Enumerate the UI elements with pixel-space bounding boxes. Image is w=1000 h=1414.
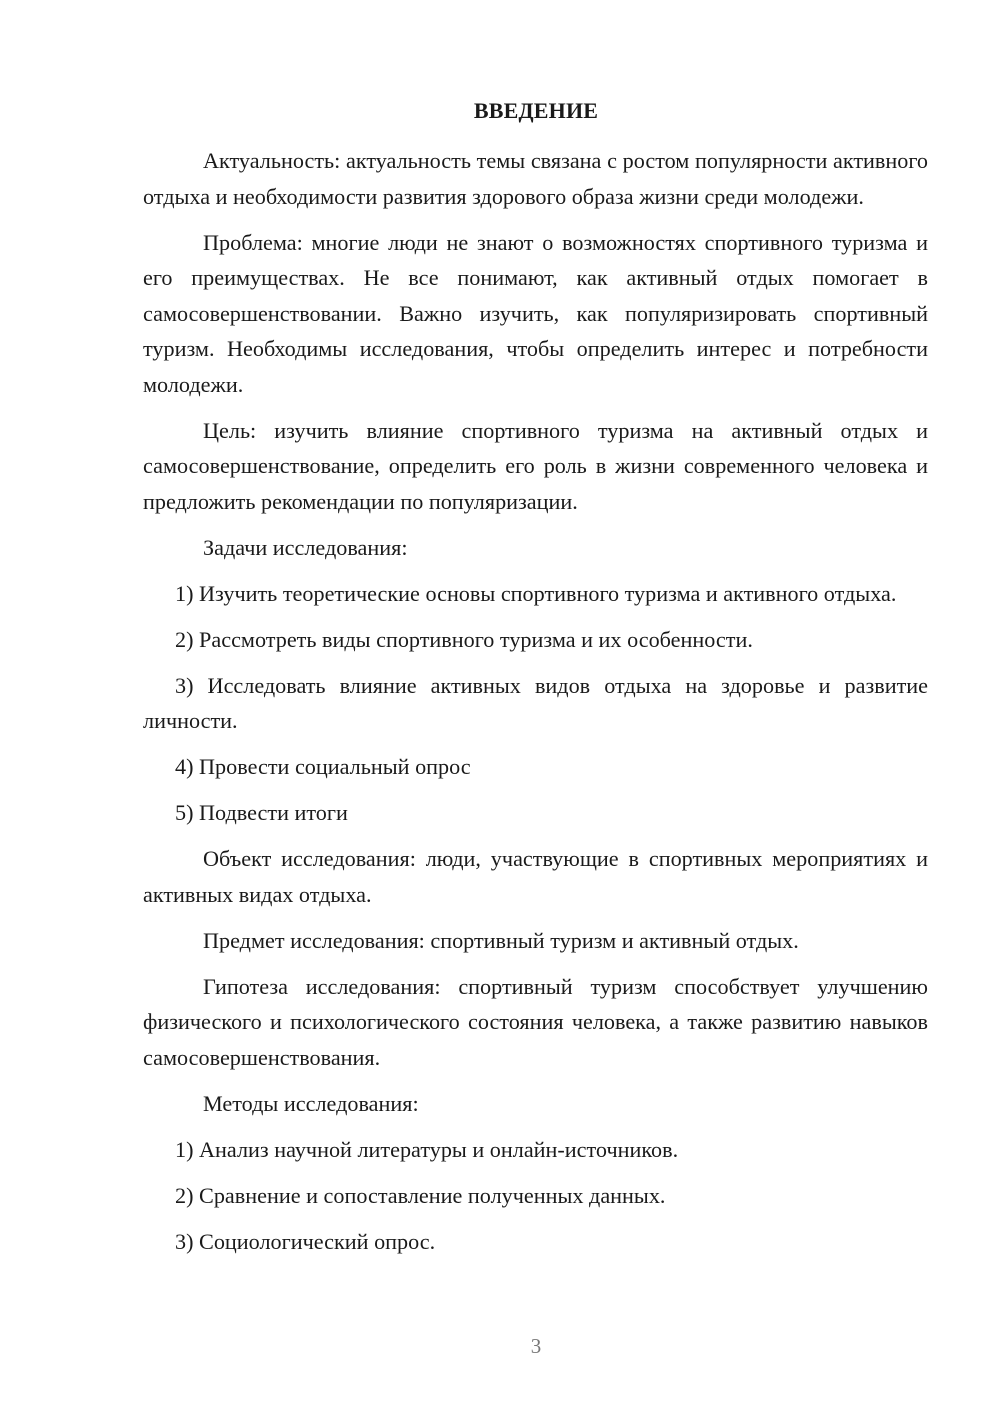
method-item: 1) Анализ научной литературы и онлайн-источников.: [175, 1136, 679, 1162]
problem-paragraph: Проблема: многие люди не знают о возможностях спортивного туризма и его преимуществах. Не все понимают, как активный отдых помогает в самосовершенствовании. Важно изучить, как популяризировать спортивный туризм. Необходимы исследования, чтобы определить интерес и потребности молодежи.: [143, 229, 928, 397]
method-item: 3) Социологический опрос.: [175, 1228, 436, 1254]
page-title: ВВЕДЕНИЕ: [473, 98, 599, 123]
page-number: 3: [530, 1334, 542, 1358]
hypothesis-paragraph: Гипотеза исследования: спортивный туризм способствует улучшению физического и психологического состояния человека, а также развитию навыков самосовершенствования.: [143, 973, 928, 1070]
task-item: 3) Исследовать влияние активных видов отдыха на здоровье и развитие личности.: [143, 672, 928, 733]
tasks-heading: Задачи исследования:: [203, 534, 408, 560]
object-paragraph: Объект исследования: люди, участвующие в спортивных мероприятиях и активных видах отдыха.: [143, 846, 928, 907]
task-item: 1) Изучить теоретические основы спортивного туризма и активного отдыха.: [175, 580, 897, 606]
methods-heading: Методы исследования:: [203, 1090, 419, 1116]
subject-paragraph: Предмет исследования: спортивный туризм и активный отдых.: [203, 927, 799, 953]
task-item: 2) Рассмотреть виды спортивного туризма и их особенности.: [175, 626, 753, 652]
task-item: 4) Провести социальный опрос: [175, 754, 471, 779]
relevance-paragraph: Актуальность: актуальность темы связана с ростом популярности активного отдыха и необходимости развития здорового образа жизни среди молодежи.: [143, 148, 928, 209]
method-item: 2) Сравнение и сопоставление полученных данных.: [175, 1182, 666, 1208]
task-item: 5) Подвести итоги: [175, 800, 348, 825]
document-body: [143, 143, 928, 1270]
goal-paragraph: Цель: изучить влияние спортивного туризма на активный отдых и самосовершенствование, определить его роль в жизни современного человека и предложить рекомендации по популяризации.: [143, 417, 928, 514]
